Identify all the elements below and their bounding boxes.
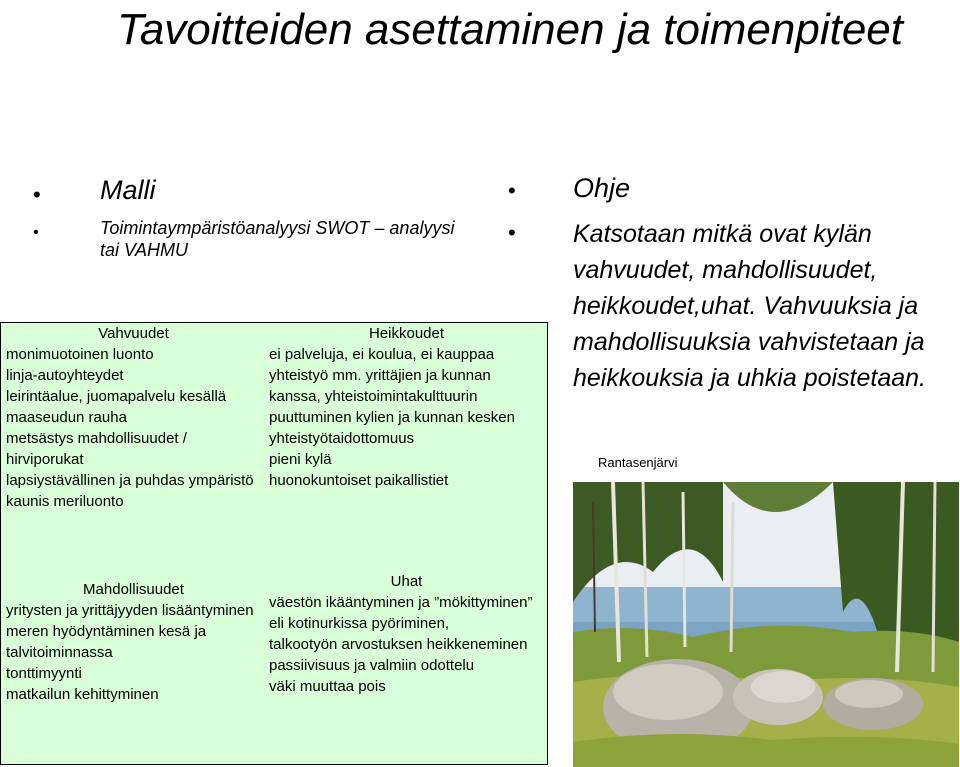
- list-item: kaunis meriluonto: [6, 493, 124, 510]
- weaknesses-title: Heikkoudet: [368, 325, 445, 342]
- list-item: väestön ikääntyminen ja ”mökittyminen” eli kotinurkissa pyöriminen,: [269, 594, 533, 632]
- bullet-icon: •: [508, 220, 516, 245]
- list-item: lapsiystävällinen ja puhdas ympäristö: [6, 472, 254, 489]
- photo-caption: Rantasenjärvi: [598, 455, 678, 470]
- bullet-icon: •: [33, 224, 39, 241]
- list-item: talkootyön arvostuksen heikkeneminen: [269, 636, 528, 653]
- threats-title: Uhat: [390, 573, 423, 590]
- swot-table: [0, 322, 548, 765]
- guide-body: Katsotaan mitkä ovat kylän vahvuudet, mahdollisuudet, heikkoudet,uhat. Vahvuuksia ja mahdollisuuksia vahvistetaan ja heikkouksia ja uhkia poistetaan.: [573, 220, 927, 392]
- opportunities-title: Mahdollisuudet: [83, 581, 184, 598]
- swot-opportunities: [6, 579, 261, 705]
- list-item: linja-autoyhteydet: [6, 367, 124, 384]
- guide-heading: Ohje: [573, 173, 631, 203]
- list-item: metsästys mahdollisuudet / hirviporukat: [6, 430, 187, 468]
- bullet-icon: •: [508, 178, 516, 203]
- list-item: passiivisuus ja valmiin odottelu: [269, 657, 475, 674]
- list-item: yhteistyötaidottomuus: [269, 430, 415, 447]
- list-item: maaseudun rauha: [6, 409, 127, 426]
- model-heading: Malli: [100, 175, 156, 205]
- list-item: yhteistyö mm. yrittäjien ja kunnan kanssa, yhteistoimintakulttuurin puuttuminen kylien ja kunnan kesken: [269, 367, 515, 426]
- list-item: monimuotoinen luonto: [6, 346, 154, 363]
- list-item: tonttimyynti: [6, 665, 82, 682]
- list-item: leirintäalue, juomapalvelu kesällä: [6, 388, 227, 405]
- list-item: väki muuttaa pois: [269, 678, 386, 695]
- list-item: ei palveluja, ei koulua, ei kauppaa: [269, 346, 495, 363]
- list-item: meren hyödyntäminen kesä ja talvitoiminnassa: [6, 623, 207, 661]
- strengths-title: Vahvuudet: [98, 325, 169, 342]
- model-subheading: Toimintaympäristöanalyysi SWOT – analyysi tai VAHMU: [100, 218, 455, 260]
- bullet-icon: •: [33, 182, 41, 207]
- slide-title: Tavoitteiden asettaminen ja toimenpiteet: [117, 5, 903, 54]
- swot-threats: [269, 571, 544, 697]
- list-item: yritysten ja yrittäjyyden lisääntyminen: [6, 602, 254, 619]
- swot-strengths: [6, 323, 261, 512]
- lake-landscape-photo: [573, 482, 959, 767]
- list-item: pieni kylä: [269, 451, 332, 468]
- list-item: matkailun kehittyminen: [6, 686, 159, 703]
- list-item: huonokuntoiset paikallistiet: [269, 472, 449, 489]
- swot-weaknesses: [269, 323, 544, 491]
